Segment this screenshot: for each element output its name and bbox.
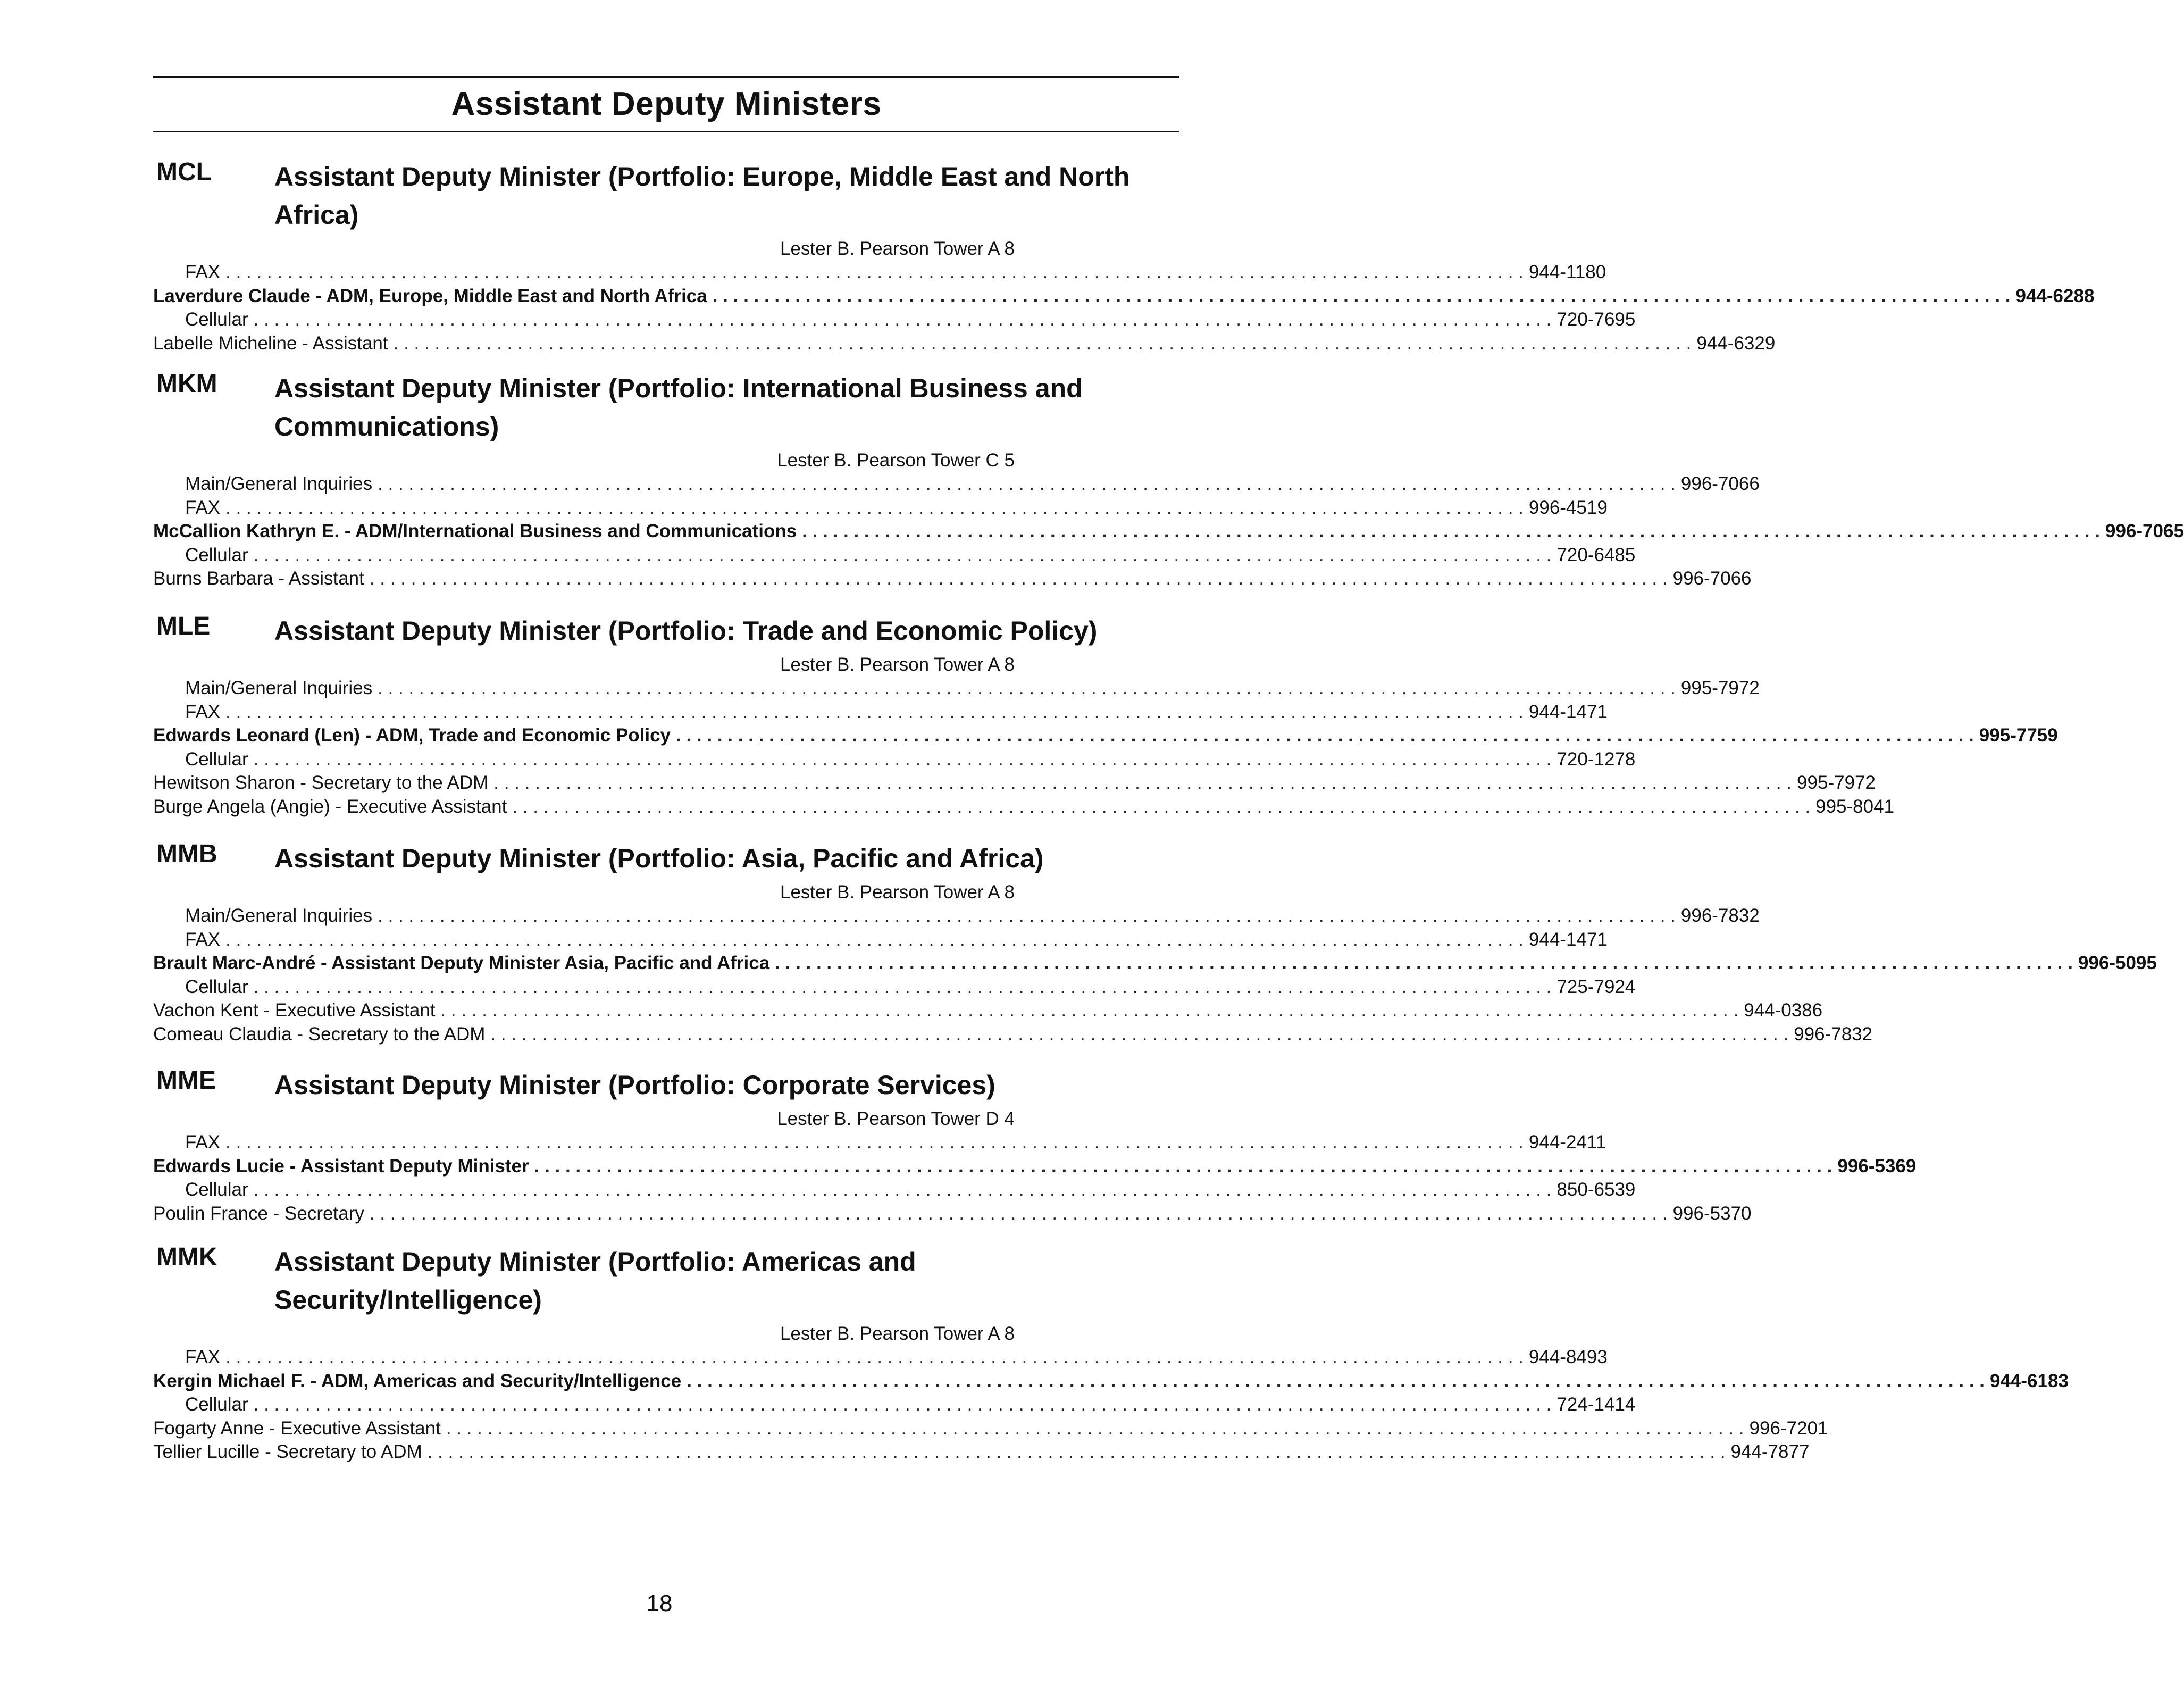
dot-leader xyxy=(254,1178,1552,1202)
dot-leader xyxy=(225,496,1524,520)
entry-label: Labelle Micheline - Assistant xyxy=(153,332,388,354)
entry-phone: 996-5369 xyxy=(1837,1155,1917,1177)
directory-entry xyxy=(153,975,1636,999)
entry-phone: 720-1278 xyxy=(1557,748,1636,770)
section-mmb xyxy=(153,839,2157,1046)
entry-phone: 720-6485 xyxy=(1557,544,1636,565)
entry-label: FAX xyxy=(185,262,221,282)
directory-entry xyxy=(153,332,1776,356)
directory-entry xyxy=(153,1202,1752,1226)
entry-label: Laverdure Claude - ADM, Europe, Middle East and North Africa xyxy=(153,285,707,306)
entry-label: Cellular xyxy=(185,544,248,565)
section-location: Lester B. Pearson Tower A 8 xyxy=(780,882,1015,903)
section-title: Assistant Deputy Minister (Portfolio: Europe, Middle East and North Africa) xyxy=(274,162,1130,230)
dot-leader xyxy=(802,520,2100,544)
directory-entry xyxy=(153,1417,1828,1441)
entry-label: Poulin France - Secretary xyxy=(153,1203,364,1224)
dot-leader xyxy=(428,1440,1726,1464)
directory-entry xyxy=(153,520,2184,544)
entry-label: Cellular xyxy=(185,1394,248,1415)
entry-label: Brault Marc-André - Assistant Deputy Minister Asia, Pacific and Africa xyxy=(153,953,770,973)
section-code: MLE xyxy=(156,612,211,640)
dot-leader xyxy=(512,795,1810,819)
entry-label: Cellular xyxy=(185,309,248,330)
directory-entry xyxy=(153,928,1608,952)
entry-phone: 996-4519 xyxy=(1528,497,1608,518)
entry-label: Main/General Inquiries xyxy=(185,905,373,926)
entry-phone: 996-7066 xyxy=(1672,568,1752,589)
directory-entry xyxy=(153,999,1823,1023)
header-bottom-rule xyxy=(153,131,1179,132)
entry-label: FAX xyxy=(185,1132,221,1153)
entry-phone: 944-6329 xyxy=(1696,332,1776,354)
dot-leader xyxy=(687,1370,1985,1394)
entry-phone: 996-7066 xyxy=(1680,473,1760,494)
page-title: Assistant Deputy Ministers xyxy=(451,86,882,122)
dot-leader xyxy=(254,544,1552,568)
entry-label: Fogarty Anne - Executive Assistant xyxy=(153,1417,441,1439)
entry-phone: 944-1180 xyxy=(1528,262,1606,282)
directory-entry xyxy=(153,496,1608,520)
section-title: Assistant Deputy Minister (Portfolio: Trade and Economic Policy) xyxy=(274,616,1098,646)
section-mme xyxy=(153,1066,1917,1225)
entry-phone: 995-7972 xyxy=(1680,678,1760,698)
section-title: Assistant Deputy Minister (Portfolio: Americas and Security/Intelligence) xyxy=(274,1247,916,1315)
section-code: MMB xyxy=(156,840,217,868)
section-mle xyxy=(153,612,2058,819)
directory-entry xyxy=(153,1155,1917,1179)
dot-leader xyxy=(370,1202,1668,1226)
dot-leader xyxy=(378,904,1676,928)
entry-label: FAX xyxy=(185,1347,221,1367)
entry-phone: 944-6288 xyxy=(2015,285,2095,306)
directory-entry xyxy=(153,285,2095,308)
page-number: 18 xyxy=(646,1590,673,1616)
entry-label: Kergin Michael F. - ADM, Americas and Security/Intelligence xyxy=(153,1370,682,1391)
entry-phone: 996-7201 xyxy=(1749,1417,1828,1439)
section-mmk xyxy=(153,1242,2069,1464)
entry-phone: 944-0386 xyxy=(1744,1000,1823,1021)
section-location: Lester B. Pearson Tower A 8 xyxy=(780,1323,1015,1344)
entry-label: Main/General Inquiries xyxy=(185,678,373,698)
entry-label: Comeau Claudia - Secretary to the ADM xyxy=(153,1023,486,1045)
entry-label: FAX xyxy=(185,929,221,950)
dot-leader xyxy=(254,308,1552,332)
section-title: Assistant Deputy Minister (Portfolio: Asia, Pacific and Africa) xyxy=(274,844,1044,873)
entry-label: Hewitson Sharon - Secretary to the ADM xyxy=(153,772,489,793)
dot-leader xyxy=(225,261,1524,285)
entry-label: Burge Angela (Angie) - Executive Assistant xyxy=(153,796,507,817)
directory-entry xyxy=(153,1023,1873,1047)
entry-phone: 944-1471 xyxy=(1528,929,1608,950)
section-mkm xyxy=(153,369,2184,591)
directory-entry xyxy=(153,1178,1636,1202)
directory-entry xyxy=(153,771,1876,795)
entry-phone: 944-7877 xyxy=(1730,1441,1810,1462)
directory-entry xyxy=(153,677,1760,700)
header-top-rule xyxy=(153,76,1179,78)
dot-leader xyxy=(490,1023,1788,1047)
entry-label: Cellular xyxy=(185,1179,248,1200)
section-location: Lester B. Pearson Tower C 5 xyxy=(777,450,1015,471)
entry-phone: 996-5095 xyxy=(2078,953,2157,973)
entry-phone: 724-1414 xyxy=(1557,1394,1636,1415)
section-location: Lester B. Pearson Tower A 8 xyxy=(780,238,1015,259)
dot-leader xyxy=(775,952,2073,975)
section-heading xyxy=(153,157,1164,234)
directory-entry xyxy=(153,1131,1606,1155)
entry-label: FAX xyxy=(185,497,221,518)
dot-leader xyxy=(378,677,1676,700)
entry-phone: 944-6183 xyxy=(1990,1370,2069,1391)
entry-label: FAX xyxy=(185,701,221,722)
section-heading xyxy=(153,612,1164,650)
section-code: MME xyxy=(156,1066,216,1095)
directory-entry xyxy=(153,567,1752,591)
entry-phone: 944-2411 xyxy=(1528,1132,1606,1153)
directory-entry xyxy=(153,904,1760,928)
entry-phone: 720-7695 xyxy=(1557,309,1636,330)
directory-entry xyxy=(153,1440,1810,1464)
dot-leader xyxy=(225,1131,1524,1155)
section-code: MCL xyxy=(156,158,212,186)
directory-entry xyxy=(153,952,2157,975)
section-title: Assistant Deputy Minister (Portfolio: Corporate Services) xyxy=(274,1070,995,1100)
directory-entry xyxy=(153,700,1608,724)
section-heading xyxy=(153,1066,1164,1104)
dot-leader xyxy=(254,748,1552,772)
directory-entry xyxy=(153,1370,2069,1394)
entry-phone: 944-8493 xyxy=(1528,1347,1608,1367)
entry-label: Cellular xyxy=(185,748,248,770)
entry-phone: 944-1471 xyxy=(1528,701,1608,722)
entry-label: Burns Barbara - Assistant xyxy=(153,568,364,589)
section-heading xyxy=(153,369,1164,446)
directory-entry xyxy=(153,544,1636,568)
dot-leader xyxy=(446,1417,1744,1441)
entry-label: Edwards Leonard (Len) - ADM, Trade and Economic Policy xyxy=(153,725,671,746)
section-location: Lester B. Pearson Tower D 4 xyxy=(777,1108,1015,1129)
directory-entry xyxy=(153,308,1636,332)
dot-leader xyxy=(370,567,1668,591)
section-mcl xyxy=(153,157,2095,355)
entry-phone: 995-7759 xyxy=(1979,725,2058,746)
directory-entry xyxy=(153,795,1895,819)
dot-leader xyxy=(534,1155,1832,1179)
entry-phone: 725-7924 xyxy=(1557,976,1636,997)
entry-label: Vachon Kent - Executive Assistant xyxy=(153,1000,436,1021)
section-location: Lester B. Pearson Tower A 8 xyxy=(780,654,1015,675)
dot-leader xyxy=(225,928,1524,952)
dot-leader xyxy=(394,332,1692,356)
entry-phone: 850-6539 xyxy=(1557,1179,1636,1200)
directory-entry xyxy=(153,1346,1608,1370)
entry-phone: 995-7972 xyxy=(1797,772,1876,793)
dot-leader xyxy=(225,1346,1524,1370)
section-code: MMK xyxy=(156,1243,217,1271)
dot-leader xyxy=(713,285,2011,308)
entry-label: Cellular xyxy=(185,976,248,997)
section-heading xyxy=(153,1242,1164,1319)
dot-leader xyxy=(225,700,1524,724)
dot-leader xyxy=(378,472,1676,496)
entry-label: McCallion Kathryn E. - ADM/International Business and Communications xyxy=(153,521,797,541)
entry-label: Tellier Lucille - Secretary to ADM xyxy=(153,1441,422,1462)
entry-label: Main/General Inquiries xyxy=(185,473,373,494)
entry-phone: 996-7832 xyxy=(1794,1023,1873,1045)
dot-leader xyxy=(493,771,1792,795)
directory-entry xyxy=(153,1393,1636,1417)
entry-phone: 995-8041 xyxy=(1815,796,1895,817)
directory-entry xyxy=(153,261,1606,285)
section-heading xyxy=(153,839,1164,878)
entry-label: Edwards Lucie - Assistant Deputy Minister xyxy=(153,1155,529,1177)
section-code: MKM xyxy=(156,370,217,398)
entry-phone: 996-7832 xyxy=(1680,905,1760,926)
dot-leader xyxy=(676,724,1974,748)
dot-leader xyxy=(254,975,1552,999)
entry-phone: 996-7065 xyxy=(2105,521,2184,541)
directory-entry xyxy=(153,472,1760,496)
dot-leader xyxy=(440,999,1738,1023)
directory-entry xyxy=(153,724,2058,748)
entry-phone: 996-5370 xyxy=(1672,1203,1752,1224)
directory-entry xyxy=(153,748,1636,772)
dot-leader xyxy=(254,1393,1552,1417)
section-title: Assistant Deputy Minister (Portfolio: International Business and Communications) xyxy=(274,373,1083,441)
